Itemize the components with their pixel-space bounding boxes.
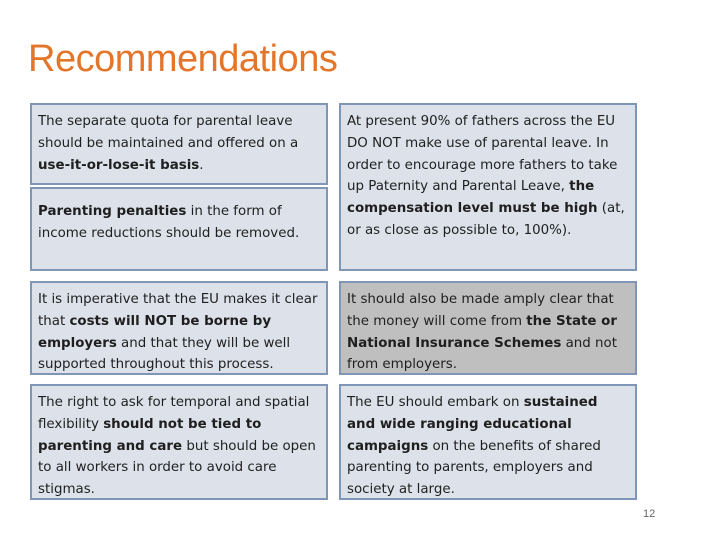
- text-segment: The right to ask for temporal and spatial flexibility: [38, 395, 310, 432]
- box-text: [38, 201, 321, 245]
- text-segment: .: [199, 157, 204, 173]
- bold-text: the compensation level must be high: [347, 179, 598, 217]
- text-segment: in the form of income reductions should be removed.: [38, 204, 300, 241]
- bold-text: Parenting penalties: [38, 204, 187, 219]
- recommendation-box-compensation: [339, 103, 637, 271]
- bold-text: costs will NOT be borne by employers: [38, 313, 272, 351]
- text-segment: The EU should embark on: [347, 395, 524, 410]
- text-segment: but should be open to all workers in order to avoid care stigmas.: [38, 438, 316, 498]
- box-text: [38, 392, 321, 501]
- recommendation-box-costs: [30, 281, 328, 375]
- box-text: [38, 289, 321, 376]
- text-segment: At present 90% of fathers across the EU DO NOT make use of parental leave. In order to encourage more fathers to take up Paternity and Parental Leave,: [347, 114, 618, 195]
- text-segment: and not from employers.: [347, 335, 617, 373]
- bold-text: sustained and wide ranging educational campaigns: [347, 395, 598, 454]
- text-segment: It is imperative that the EU makes it clear that: [38, 292, 318, 329]
- text-segment: and that they will be well supported throughout this process.: [38, 335, 291, 373]
- recommendation-box-penalties: [30, 187, 328, 271]
- slide-title: Recommendations: [28, 38, 338, 80]
- bold-text: the State or National Insurance Schemes: [347, 313, 617, 351]
- box-text: [347, 289, 630, 376]
- recommendation-box-funding: [339, 281, 637, 375]
- recommendation-box-quota: [30, 103, 328, 185]
- bold-text: should not be tied to parenting and care: [38, 416, 262, 454]
- recommendation-box-flexibility: [30, 384, 328, 500]
- text-segment: on the benefits of shared parenting to parents, employers and society at large.: [347, 438, 601, 498]
- box-text: [38, 111, 321, 176]
- box-text: [347, 111, 630, 242]
- page-number: 12: [643, 508, 656, 520]
- text-segment: (at, or as close as possible to, 100%).: [347, 201, 625, 238]
- bold-text: use-it-or-lose-it basis: [38, 157, 200, 173]
- text-segment: The separate quota for parental leave should be maintained and offered on a: [38, 114, 299, 151]
- text-segment: It should also be made amply clear that the money will come from: [347, 292, 614, 329]
- recommendation-box-campaigns: [339, 384, 637, 500]
- box-text: [347, 392, 630, 501]
